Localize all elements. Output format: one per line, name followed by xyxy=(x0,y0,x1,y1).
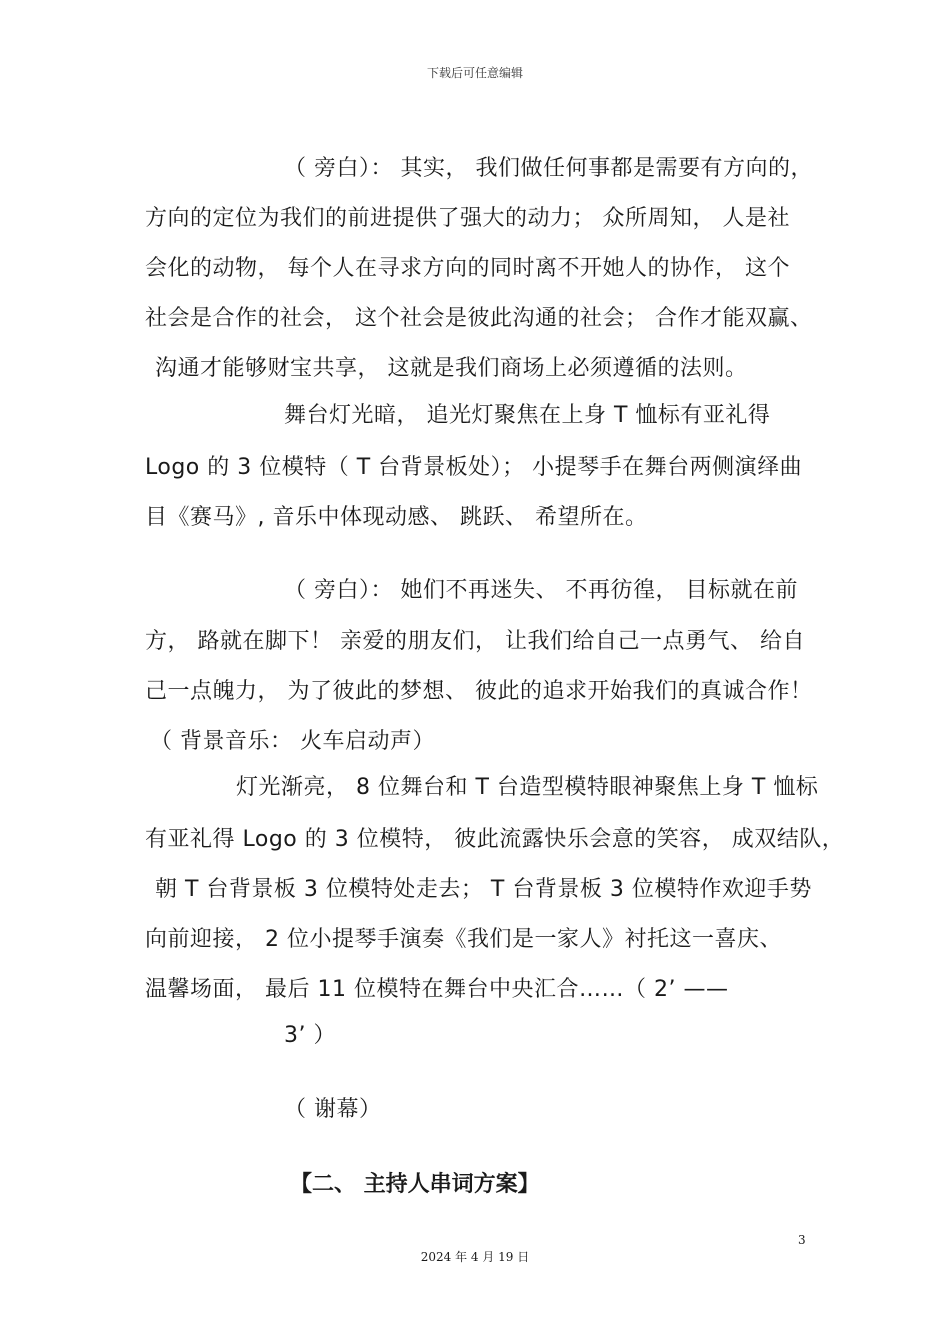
text-line: 朝 T 台背景板 3 位模特处走去； T 台背景板 3 位模特作欢迎手势 xyxy=(155,877,812,902)
text-line: 会化的动物， 每个人在寻求方向的同时离不开她人的协作， 这个 xyxy=(145,256,790,281)
page-header: 下载后可任意编辑 xyxy=(426,66,523,80)
text-line: 有亚礼得 Logo 的 3 位模特， 彼此流露快乐会意的笑容， 成双结队， xyxy=(145,827,845,852)
text-line: 温馨场面， 最后 11 位模特在舞台中央汇合……（ 2’ —— xyxy=(145,977,729,1002)
section-heading: 【二、 主持人串词方案】 xyxy=(290,1172,540,1197)
text-line: 灯光渐亮， 8 位舞台和 T 台造型模特眼神聚焦上身 T 恤标 xyxy=(236,775,819,800)
text-line: 舞台灯光暗， 追光灯聚焦在上身 T 恤标有亚礼得 xyxy=(284,403,771,428)
text-line: 社会是合作的社会， 这个社会是彼此沟通的社会； 合作才能双赢、 xyxy=(145,306,813,331)
text-line: 目《赛马》, 音乐中体现动感、 跳跃、 希望所在。 xyxy=(145,505,648,530)
footer-date: 2024 年 4 月 19 日 xyxy=(420,1250,530,1264)
text-line: Logo 的 3 位模特（ T 台背景板处）； 小提琴手在舞台两侧演绎曲 xyxy=(145,455,803,480)
text-line: （ 旁白）： 其实， 我们做任何事都是需要有方向的， xyxy=(284,156,813,181)
text-line: 方向的定位为我们的前进提供了强大的动力； 众所周知， 人是社 xyxy=(145,206,790,231)
text-line: （ 旁白）： 她们不再迷失、 不再彷徨， 目标就在前 xyxy=(284,578,798,603)
text-line: （ 谢幕） xyxy=(284,1097,382,1122)
text-line: 3’ ） xyxy=(284,1023,336,1048)
text-line: 沟通才能够财宝共享， 这就是我们商场上必须遵循的法则。 xyxy=(155,356,748,381)
text-line: 己一点魄力， 为了彼此的梦想、 彼此的追求开始我们的真诚合作！ xyxy=(145,679,813,704)
page-number: 3 xyxy=(798,1233,806,1247)
text-line: （ 背景音乐： 火车启动声） xyxy=(150,729,435,754)
text-line: 向前迎接， 2 位小提琴手演奏《我们是一家人》衬托这一喜庆、 xyxy=(145,927,782,952)
text-line: 方， 路就在脚下！ 亲爱的朋友们， 让我们给自己一点勇气、 给自 xyxy=(145,629,805,654)
